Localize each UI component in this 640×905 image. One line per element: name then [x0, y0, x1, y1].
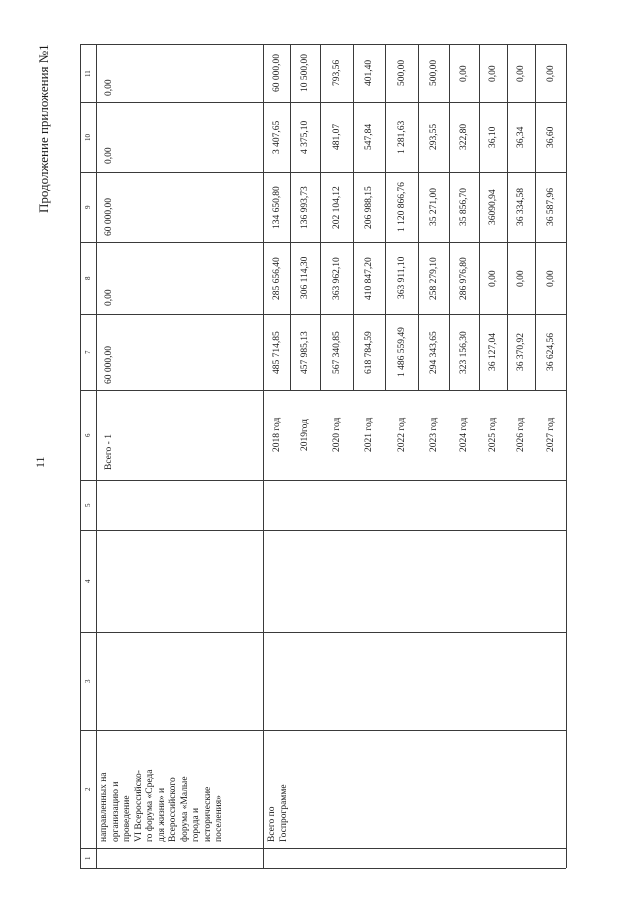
- value-col-9: 36 334,58: [516, 188, 526, 226]
- appendix-title: Продолжение приложения №1: [36, 44, 51, 213]
- page-number: 11: [33, 456, 47, 468]
- value-col-9: 36 587,96: [545, 188, 556, 226]
- column-number: 11: [84, 69, 92, 77]
- value-col-7: 294 343,65: [428, 330, 439, 374]
- year-label: 2027 год: [545, 417, 556, 452]
- column-divider: [80, 172, 566, 173]
- total-name-line: Всего по: [267, 806, 277, 842]
- column-number: 8: [84, 276, 92, 280]
- column-divider: [80, 44, 566, 45]
- value-col-11: 0,00: [459, 64, 469, 82]
- column-number: 7: [84, 350, 92, 354]
- column-number: 5: [84, 503, 92, 507]
- total-name-line: Госпрограмме: [278, 784, 289, 842]
- column-number: 4: [84, 579, 92, 583]
- value-col-10: 293,55: [428, 123, 439, 150]
- row-divider: [449, 44, 450, 390]
- row-divider: [479, 44, 480, 390]
- program-name-line: поселения»: [214, 795, 224, 842]
- column-divider: [80, 632, 566, 633]
- row-divider: [320, 44, 321, 390]
- value-col-10: 322,80: [459, 123, 469, 150]
- program-name-line: го форума «Среда: [145, 769, 155, 842]
- value-col-7: 36 624,56: [545, 333, 556, 371]
- table-border: [566, 44, 567, 868]
- value-col-7: 485 714,85: [271, 330, 282, 374]
- column-divider: [80, 390, 566, 391]
- value-col-9: 202 104,12: [331, 185, 342, 229]
- value-col-9: 206 988,15: [364, 185, 374, 229]
- column-divider: [80, 314, 566, 315]
- year-label: 2024 год: [459, 417, 469, 452]
- program-name-line: Всероссийского: [168, 777, 178, 842]
- value-col-7: 36 127,04: [488, 333, 498, 371]
- value-col-10: 36,60: [545, 126, 556, 148]
- column-number: 9: [84, 205, 92, 209]
- program-name-line: направленных на: [99, 772, 109, 842]
- value-col-8: 0,00: [104, 289, 114, 306]
- value-col-9: 60 000,00: [104, 198, 114, 236]
- column-divider: [80, 730, 566, 731]
- year-label: 2018 год: [271, 417, 282, 452]
- row-divider: [535, 44, 536, 390]
- value-col-10: 36,34: [516, 126, 526, 148]
- value-col-8: 410 847,20: [364, 256, 374, 300]
- value-col-11: 401,40: [364, 59, 374, 86]
- value-col-11: 500,00: [396, 59, 407, 86]
- value-col-7: 618 784,59: [364, 330, 374, 374]
- year-label: 2026 год: [516, 417, 526, 452]
- year-label: 2023 год: [428, 417, 439, 452]
- value-col-8: 258 279,10: [428, 256, 439, 300]
- column-number: 1: [84, 856, 92, 860]
- value-col-8: 363 911,10: [396, 256, 407, 299]
- row-label: Всего - 1: [104, 434, 114, 470]
- value-col-9: 35 271,00: [428, 188, 439, 226]
- value-col-8: 0,00: [488, 269, 498, 287]
- program-name-line: организацию и: [110, 781, 121, 842]
- value-col-7: 1 486 559,49: [396, 327, 407, 377]
- value-col-9: 136 993,73: [300, 185, 310, 229]
- value-col-11: 0,00: [104, 79, 114, 96]
- table-border: [80, 44, 81, 868]
- program-name-line: исторические: [202, 786, 213, 842]
- value-col-7: 60 000,00: [104, 346, 114, 384]
- program-name-line: форума «Малые: [179, 776, 190, 842]
- value-col-11: 793,56: [331, 59, 342, 86]
- value-col-8: 0,00: [516, 269, 526, 287]
- row-divider: [507, 44, 508, 390]
- column-number: 2: [84, 787, 92, 791]
- row-divider: [385, 44, 386, 390]
- value-col-11: 0,00: [545, 64, 556, 82]
- year-label: 2020 год: [331, 417, 342, 452]
- value-col-8: 285 656,40: [271, 256, 282, 300]
- program-name-line: города и: [191, 807, 201, 842]
- year-label: 2025 год: [488, 417, 498, 452]
- header-row-divider: [96, 44, 97, 868]
- year-label: 2022 год: [396, 417, 407, 452]
- value-col-11: 10 500,00: [300, 54, 310, 92]
- program-name-line: проведение: [122, 795, 132, 842]
- value-col-8: 363 962,10: [331, 256, 342, 300]
- program-name-line: VI Всероссийско-: [133, 770, 144, 842]
- column-divider: [80, 102, 566, 103]
- value-col-9: 35 856,70: [459, 188, 469, 226]
- column-divider: [80, 480, 566, 481]
- column-divider: [80, 868, 566, 869]
- year-label: 2019год: [300, 419, 310, 451]
- value-col-8: 0,00: [545, 269, 556, 287]
- value-col-9: 36090,94: [488, 189, 498, 225]
- value-col-8: 286 976,80: [459, 256, 469, 300]
- value-col-10: 3 407,65: [271, 120, 282, 154]
- row-divider: [418, 44, 419, 390]
- column-number: 10: [84, 133, 92, 141]
- value-col-10: 1 281,63: [396, 120, 407, 154]
- column-number: 6: [84, 433, 92, 437]
- value-col-9: 1 120 866,76: [396, 182, 407, 232]
- value-col-10: 547,84: [364, 123, 374, 150]
- value-col-10: 0,00: [104, 147, 114, 164]
- value-col-11: 0,00: [488, 64, 498, 82]
- value-col-10: 481,07: [331, 123, 342, 150]
- value-col-7: 457 985,13: [300, 330, 310, 374]
- year-label: 2021 год: [364, 417, 374, 452]
- value-col-7: 36 370,92: [516, 333, 526, 371]
- row-divider: [290, 44, 291, 390]
- value-col-11: 60 000,00: [271, 54, 282, 92]
- value-col-7: 567 340,85: [331, 330, 342, 374]
- value-col-9: 134 650,80: [271, 185, 282, 229]
- budget-table: [80, 44, 566, 868]
- value-col-8: 306 114,30: [300, 256, 310, 299]
- value-col-10: 4 375,10: [300, 120, 310, 154]
- value-col-10: 36,10: [488, 126, 498, 148]
- column-divider: [80, 242, 566, 243]
- value-col-11: 0,00: [516, 64, 526, 82]
- row-divider: [353, 44, 354, 390]
- value-col-7: 323 156,30: [459, 330, 469, 374]
- program-name-line: для жизни» и: [156, 787, 167, 842]
- block-divider: [263, 44, 264, 868]
- column-number: 3: [84, 679, 92, 683]
- column-divider: [80, 848, 566, 849]
- value-col-11: 500,00: [428, 59, 439, 86]
- column-divider: [80, 530, 566, 531]
